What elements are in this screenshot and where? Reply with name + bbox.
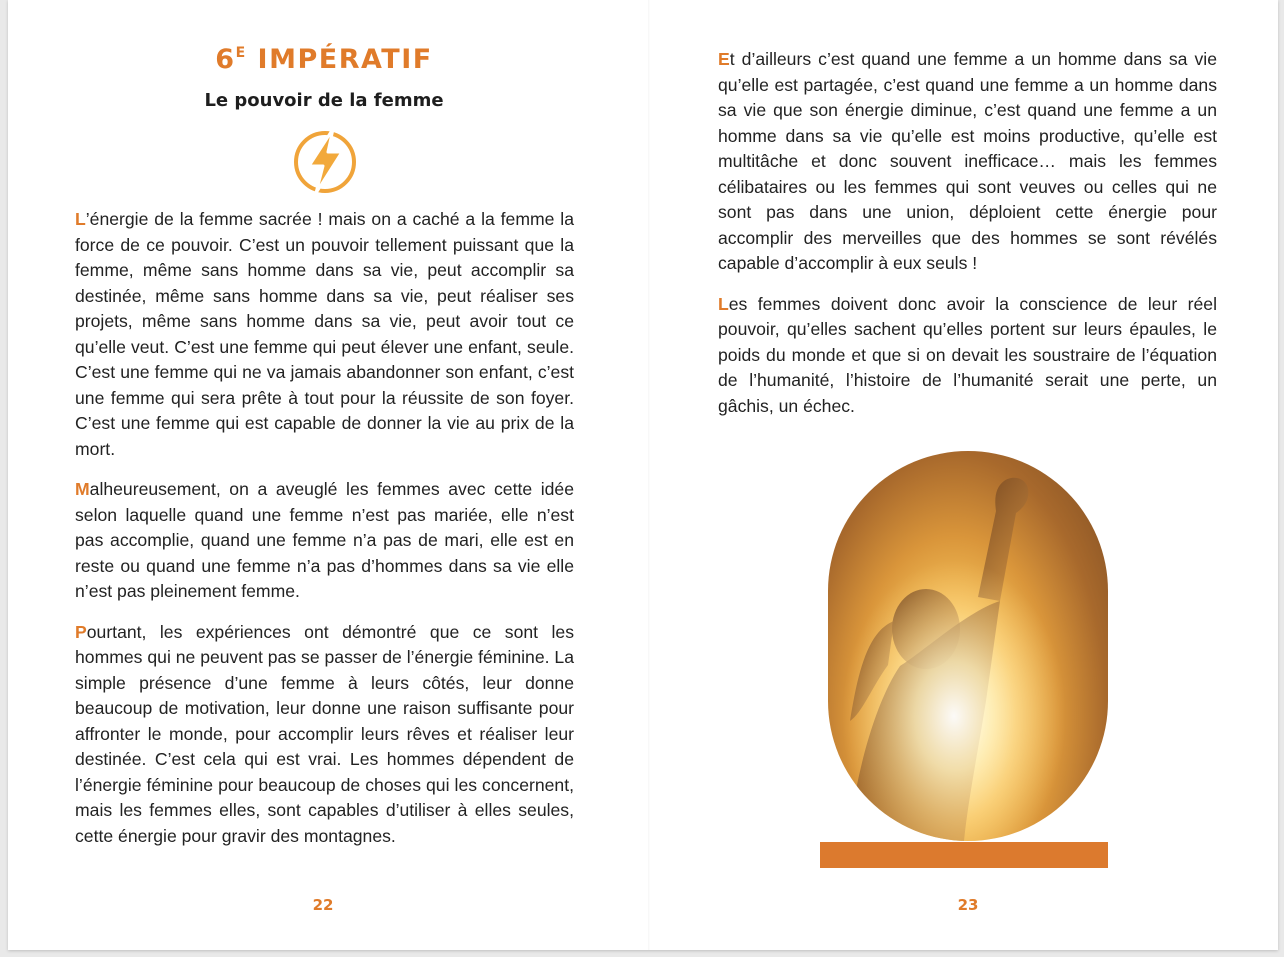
- paragraph-text: alheureusement, on a aveuglé les femmes avec cette idée selon laquelle quand une femme n’est pas mariée, elle n’est pas accomplie, quand une femme n’a pas de mari, elle est en reste ou quand une femme n’a pas d’hommes dans sa vie elle n’est pas pleinement femme.: [75, 479, 574, 601]
- paragraph-text: es femmes doivent donc avoir la conscience de leur réel pouvoir, qu’elles sachent qu’elles portent sur leurs épaules, le poids du monde et que si on devait les soustraire de l’équation de l’humanité, l’histoire de l’humanité serait une perte, un gâchis, un échec.: [718, 293, 1217, 416]
- drop-cap: M: [75, 479, 90, 499]
- chapter-subtitle: Le pouvoir de la femme: [204, 90, 444, 111]
- right-page-body: [718, 47, 1217, 434]
- chapter-title: [8, 44, 640, 75]
- page-number: 22: [312, 896, 334, 914]
- page-number: 23: [957, 896, 979, 914]
- left-page-body: [75, 207, 574, 864]
- photo-base-bar: [820, 842, 1108, 868]
- drop-cap: L: [75, 209, 86, 229]
- woman-silhouette-illustration: [828, 451, 1108, 841]
- drop-cap: E: [718, 49, 730, 69]
- right-page: [648, 0, 1278, 950]
- paragraph: [75, 207, 574, 462]
- chapter-title-text: IMPÉRATIF: [246, 44, 433, 75]
- drop-cap: P: [75, 621, 87, 642]
- left-page: [8, 0, 648, 950]
- paragraph-text: ’énergie de la femme sacrée ! mais on a caché a la femme la force de ce pouvoir. C’est un pouvoir tellement puissant que la femme, même sans homme dans sa vie, peut accomplir sa destinée, même sans homme dans sa vie, peut réaliser ses projets, même sans homme dans sa vie, peut avoir tout ce qu’elle veut. C’est une femme qui peut élever une enfant, seule. C’est une femme qui ne va jamais abandonner son enfant, c’est une femme qui sera prête à tout pour la réussite de son foyer. C’est une femme qui est capable de donner la vie au prix de la mort.: [75, 209, 574, 459]
- paragraph-text: ourtant, les expériences ont démontré que ce sont les hommes qui ne peuvent pas se passer de l’énergie féminine. La simple présence d’une femme à leurs côtés, leur donne beaucoup de motivation, leur donne une raison suffisante pour affronter le monde, pour accomplir leurs rêves et réaliser leur destinée. C’est cela qui est vrai. Les hommes dépendent de l’énergie féminine pour beaucoup de choses qui les concernent, mais les femmes elles, sont capables d’utiliser à elles seules, cette énergie pour gravir des montagnes.: [75, 621, 574, 846]
- drop-cap: L: [718, 293, 729, 314]
- paragraph: [75, 620, 574, 850]
- chapter-number: 6: [215, 44, 236, 75]
- paragraph: [75, 477, 574, 605]
- chapter-number-suffix: E: [235, 45, 247, 61]
- paragraph-text: t d’ailleurs c’est quand une femme a un homme dans sa vie qu’elle est partagée, c’est quand une femme a un homme dans sa vie que son énergie diminue, c’est quand une femme a un homme dans sa vie qu’elle est moins productive, qu’elle est multitâche et donc souvent inefficace… mais les femmes célibataires ou les femmes qui sont veuves ou celles qui ne sont pas dans une union, déploient cette énergie pour accomplir des merveilles que des hommes se sont révélés capable d’accomplir à eux seuls !: [718, 49, 1217, 273]
- book-spread: [8, 0, 1278, 950]
- paragraph: [718, 292, 1217, 420]
- woman-sunset-photo: [828, 451, 1108, 841]
- lightning-bolt-icon: [292, 126, 358, 196]
- paragraph: [718, 47, 1217, 277]
